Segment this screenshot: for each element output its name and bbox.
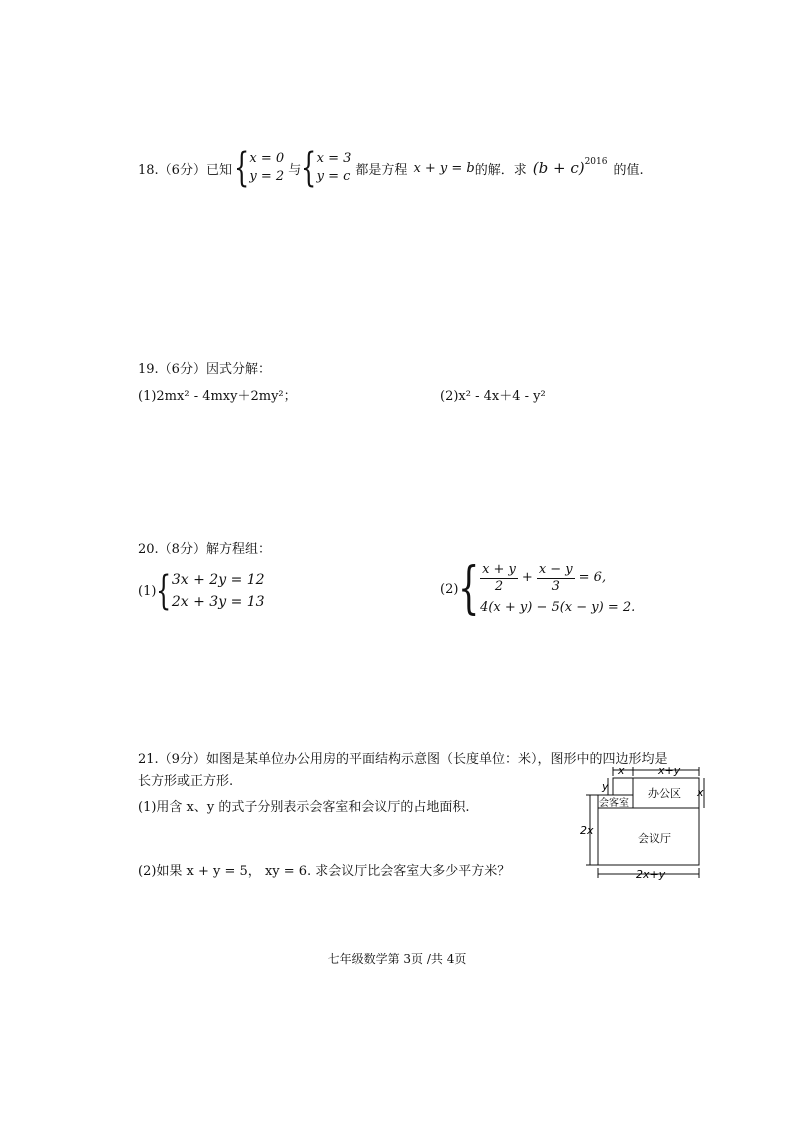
q20-part-2: (2) { $\frac{x + y}{2}$ + $\frac{x - y}{3}$ = 6, 4(x + y) − 5(x − y) = 2. [440, 556, 636, 621]
q18-system-1: x = 0 y = 2 [249, 151, 285, 184]
label-2x: 2x [580, 824, 594, 837]
floor-plan-diagram [578, 764, 708, 884]
q18-exponent: 2016 [584, 157, 608, 167]
q18-mid: 都是方程 [355, 162, 408, 178]
label-meeting-hall: 会议厅 [638, 832, 671, 845]
label-x-plus-y: x+y [658, 764, 681, 777]
q18-equation: x + y = b [413, 160, 475, 176]
q18-prefix: 18.（6分）已知 [138, 162, 232, 178]
label-y: y [602, 780, 609, 793]
label-reception-room: 会客室 [599, 798, 629, 809]
q18-mid2: 的解．求 [474, 162, 527, 178]
page-footer: 七年级数学第 3页 /共 4页 [327, 952, 467, 966]
q18-with: 与 [288, 162, 302, 178]
label-2x-plus-y: 2x+y [636, 868, 666, 881]
q19-part-2: (2)x² - 4x＋4 - y² [440, 389, 546, 404]
q20-part-1: (1) { 3x + 2y = 12 2x + 3y = 13 [138, 568, 265, 614]
brace: { [233, 145, 250, 191]
q20-system-2: $\frac{x + y}{2}$ + $\frac{x - y}{3}$ = 6, 4(x + y) − 5(x − y) = 2. [480, 561, 636, 615]
q19-title: 19.（6分）因式分解： [138, 362, 271, 377]
brace: { [156, 568, 172, 614]
q21-part-1: (1)用含 x、y 的式子分别表示会客室和会议厅的占地面积. [138, 800, 470, 815]
q21-line-2: 长方形或正方形. [138, 774, 234, 789]
brace: { [301, 145, 317, 191]
q18-expression: (b + c) [532, 159, 585, 177]
question-18 [138, 146, 644, 190]
q18-suffix: 的值. [613, 162, 644, 178]
q21-line-1: 21.（9分）如图是某单位办公用房的平面结构示意图（长度单位：米），图形中的四边形均是 [138, 752, 668, 767]
brace: { [458, 556, 480, 621]
label-office-area: 办公区 [648, 787, 681, 800]
label-x-small: x [618, 764, 625, 777]
q18-system-2: x = 3 y = c [316, 151, 352, 184]
q21-part-2: (2)如果 x + y = 5， xy = 6. 求会议厅比会客室大多少平方米？ [138, 864, 511, 879]
label-right-x: x [697, 786, 704, 799]
q20-title: 20.（8分）解方程组： [138, 542, 271, 557]
q20-system-1: 3x + 2y = 12 2x + 3y = 13 [171, 572, 265, 610]
q19-part-1: (1)2mx² - 4mxy＋2my²； [138, 389, 297, 404]
small-square-rect [613, 778, 633, 795]
